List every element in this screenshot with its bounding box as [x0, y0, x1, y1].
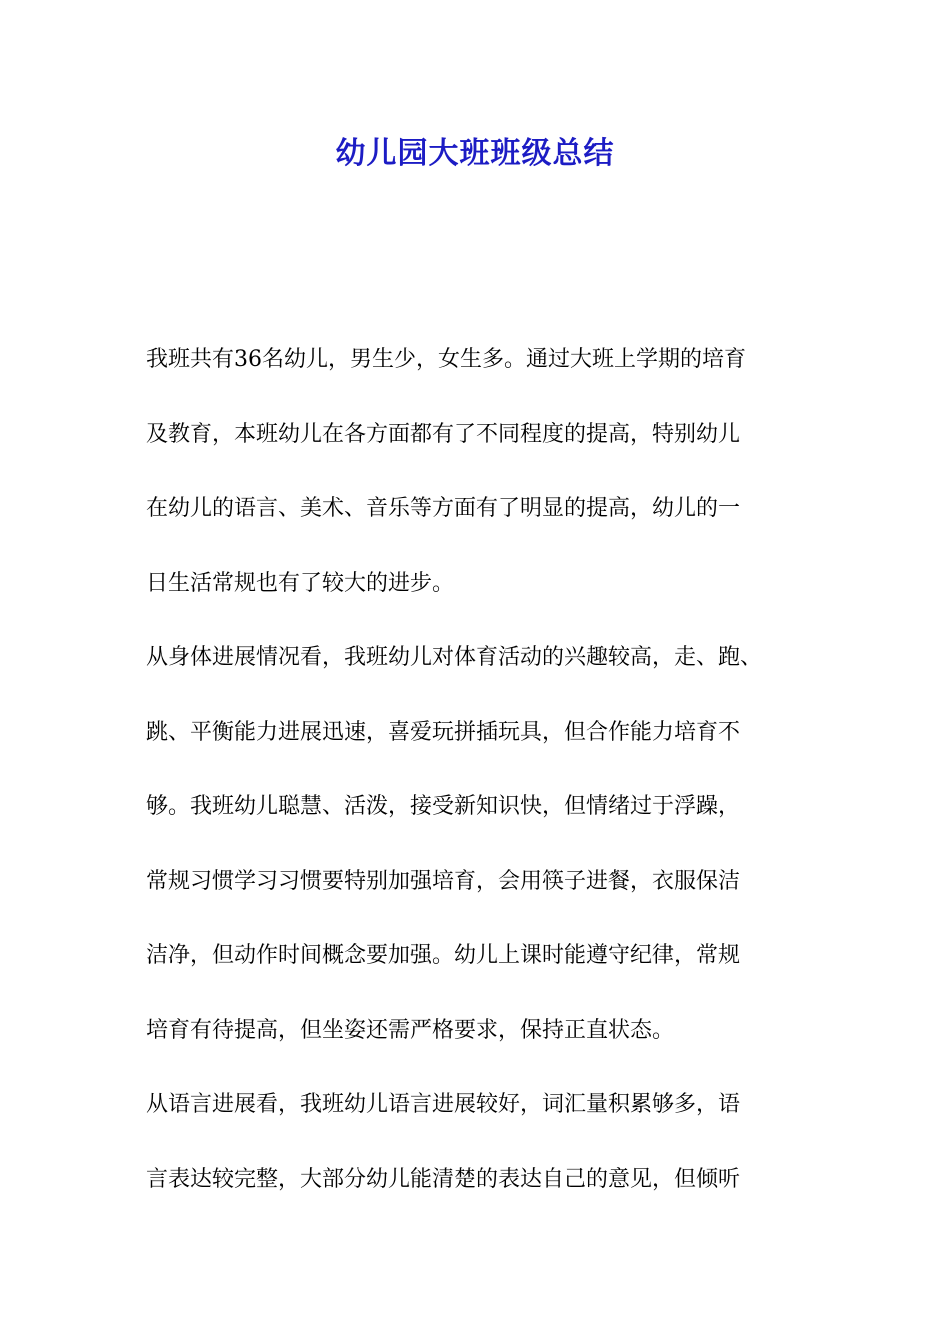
- document-body: [146, 338, 836, 1232]
- text-line: 从语言进展看，我班幼儿语言进展较好，词汇量积累够多，语: [146, 1092, 741, 1117]
- document-title: 幼儿园大班班级总结: [335, 136, 615, 171]
- text-line: 我班共有36名幼儿，男生少，女生多。通过大班上学期的培育: [146, 347, 746, 372]
- text-line: 够。我班幼儿聪慧、活泼，接受新知识快，但情绪过于浮躁，: [146, 794, 741, 819]
- text-line: 洁净，但动作时间概念要加强。幼儿上课时能遵守纪律，常规: [146, 943, 741, 968]
- text-line: 言表达较完整，大部分幼儿能清楚的表达自己的意见，但倾听: [146, 1166, 741, 1192]
- text-line: 跳、平衡能力进展迅速，喜爱玩拼插玩具，但合作能力培育不: [146, 719, 741, 745]
- text-line: 在幼儿的语言、美术、音乐等方面有了明显的提高，幼儿的一: [146, 496, 741, 521]
- text-line: 从身体进展情况看，我班幼儿对体育活动的兴趣较高，走、跑、: [146, 645, 763, 670]
- text-line: 培育有待提高，但坐姿还需严格要求，保持正直状态。: [146, 1017, 675, 1043]
- text-line: 常规习惯学习习惯要特别加强培育，会用筷子进餐，衣服保洁: [146, 868, 741, 894]
- text-line: 及教育，本班幼儿在各方面都有了不同程度的提高，特别幼儿: [146, 421, 741, 447]
- text-line: 日生活常规也有了较大的进步。: [146, 570, 455, 596]
